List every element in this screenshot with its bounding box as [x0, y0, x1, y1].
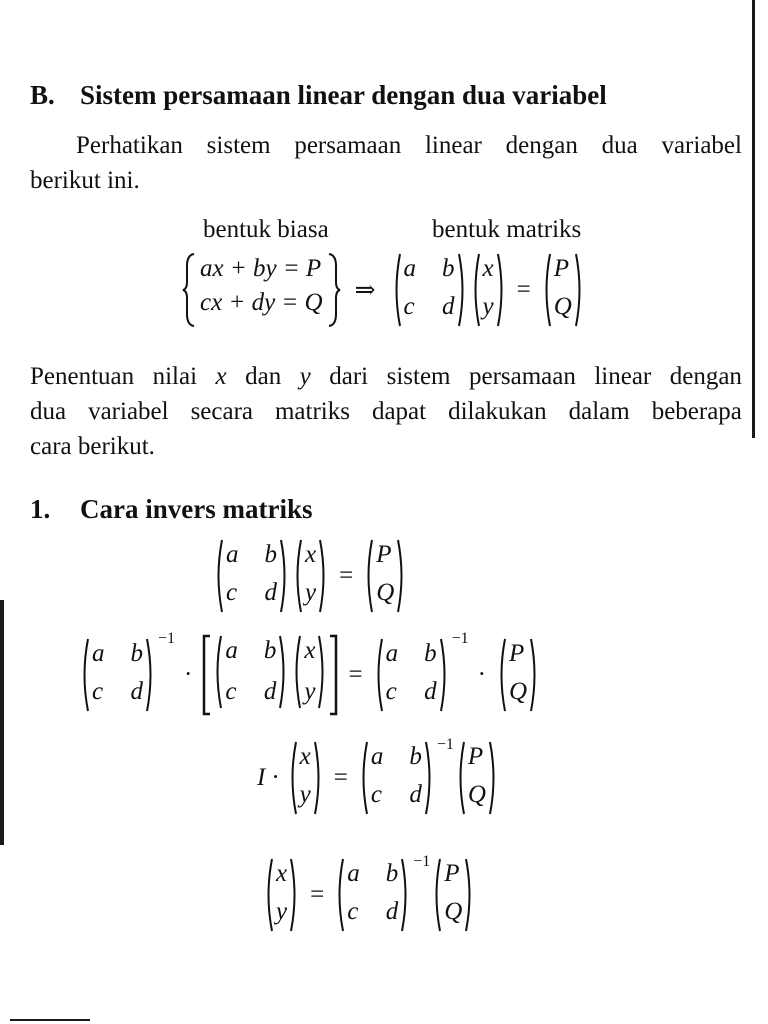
constant-vector — [431, 857, 475, 933]
matrix-entry: a — [385, 640, 399, 667]
right-brace-icon — [327, 252, 341, 328]
word: dalam — [568, 398, 630, 425]
right-paren-icon — [425, 740, 435, 816]
left-paren-icon — [363, 538, 373, 614]
constant-vector — [363, 538, 407, 614]
vector-entry: Q — [508, 678, 527, 705]
right-paren-icon — [440, 637, 450, 713]
equals-sign: = — [348, 661, 363, 688]
left-paren-icon — [263, 857, 273, 933]
vector-entry: x — [482, 255, 494, 282]
word: dan — [245, 363, 282, 390]
inverse-exponent: −1 — [451, 630, 469, 647]
intro-line-1 — [30, 128, 742, 163]
constant-vector — [455, 740, 499, 816]
step-1-equation — [212, 538, 408, 614]
equation-1: ax + by = P — [200, 255, 322, 282]
word: variabel — [661, 132, 742, 159]
method-paragraph — [30, 359, 742, 464]
left-paren-icon — [292, 538, 302, 614]
matrix-entry: b — [264, 541, 277, 568]
inverse-exponent: −1 — [158, 630, 176, 647]
right-paren-icon — [146, 637, 156, 713]
section-title: Sistem persamaan linear dengan dua variabel — [80, 80, 607, 110]
matrix-entry: a — [225, 637, 238, 664]
coefficient-matrix — [334, 857, 411, 933]
word: secara — [190, 398, 254, 425]
word: linear — [594, 363, 652, 390]
coefficient-matrix — [79, 637, 156, 713]
matrix-entry: a — [226, 541, 239, 568]
intro-paragraph — [30, 128, 742, 198]
matrix-entry: a — [370, 743, 384, 770]
variable-vector — [292, 538, 329, 614]
left-paren-icon — [431, 857, 441, 933]
equation-2: cx + dy = Q — [200, 289, 323, 316]
variable-x: x — [215, 363, 227, 390]
variable-vector — [470, 252, 507, 328]
left-paren-icon — [212, 634, 222, 710]
vector-entry: Q — [444, 898, 463, 925]
word: dapat — [371, 398, 427, 425]
left-paren-icon — [287, 740, 297, 816]
step-2-equation — [78, 630, 541, 716]
constant-vector — [496, 637, 540, 713]
vector-entry: P — [467, 743, 484, 770]
constant-vector — [541, 252, 585, 328]
matrix-entry: d — [424, 678, 437, 705]
right-paren-icon — [314, 740, 324, 816]
right-paren-icon — [465, 857, 475, 933]
method-line-3: cara berikut. — [30, 433, 155, 460]
equals-sign: = — [310, 881, 325, 908]
left-paren-icon — [79, 637, 89, 713]
vector-entry: y — [299, 781, 311, 808]
left-paren-icon — [455, 740, 465, 816]
matrix-entry: c — [347, 898, 359, 925]
left-margin-rule — [0, 600, 4, 845]
subsection-title: Cara invers matriks — [80, 494, 313, 524]
matrix-entry: d — [264, 579, 277, 606]
right-paren-icon — [318, 634, 328, 710]
dot-operator: · — [271, 764, 280, 791]
matrix-entry: b — [385, 860, 399, 887]
matrix-entry: a — [92, 640, 105, 667]
word: sistem — [386, 363, 451, 390]
matrix-entry: d — [263, 678, 277, 705]
variable-y: y — [299, 363, 311, 390]
bracketed-product — [201, 634, 339, 716]
coefficient-matrix — [212, 634, 289, 716]
intro-line-2: berikut ini. — [30, 167, 140, 194]
system-equation — [182, 252, 586, 328]
right-paren-icon — [290, 857, 300, 933]
word: dua — [30, 398, 67, 425]
word: nilai — [152, 363, 198, 390]
vector-entry: P — [444, 860, 460, 887]
equals-sign: = — [516, 276, 531, 303]
right-paren-icon — [497, 252, 507, 328]
word: persamaan — [468, 363, 576, 390]
left-paren-icon — [541, 252, 551, 328]
vector-entry: y — [276, 898, 288, 925]
vector-entry: y — [305, 579, 317, 606]
right-paren-icon — [575, 252, 585, 328]
vector-entry: x — [304, 637, 316, 664]
left-brace-icon — [182, 252, 196, 328]
subsection-heading — [30, 494, 312, 525]
matrix-entry: d — [130, 678, 143, 705]
left-paren-icon — [291, 634, 301, 710]
word: dari — [329, 363, 369, 390]
label-bentuk-biasa: bentuk biasa — [203, 216, 329, 243]
footnote-rule — [10, 1019, 90, 1021]
variable-vector — [291, 634, 328, 716]
word: matriks — [274, 398, 350, 425]
word: Penentuan — [30, 363, 135, 390]
right-paren-icon — [279, 634, 289, 710]
right-paren-icon — [319, 538, 329, 614]
matrix-entry: d — [385, 898, 399, 925]
step-4-equation — [262, 853, 476, 933]
vector-entry: x — [305, 541, 317, 568]
matrix-entry: a — [403, 255, 417, 282]
variable-vector — [263, 857, 300, 933]
right-square-bracket-icon — [329, 634, 339, 716]
matrix-entry: c — [226, 579, 238, 606]
dot-operator: · — [184, 661, 193, 688]
word: dengan — [505, 132, 578, 159]
matrix-entry: b — [130, 640, 143, 667]
word: dengan — [669, 363, 742, 390]
vector-entry: y — [482, 293, 494, 320]
left-paren-icon — [358, 740, 368, 816]
matrix-entry: c — [225, 678, 237, 705]
left-square-bracket-icon — [201, 634, 211, 716]
left-paren-icon — [391, 252, 401, 328]
system-rows — [196, 252, 327, 328]
matrix-entry: c — [403, 293, 415, 320]
word: beberapa — [651, 398, 742, 425]
matrix-entry: b — [409, 743, 422, 770]
matrix-entry: b — [424, 640, 437, 667]
vector-entry: x — [276, 860, 288, 887]
section-number: B. — [30, 80, 55, 110]
right-margin-rule — [752, 0, 755, 438]
coefficient-matrix — [373, 637, 450, 713]
word: dilakukan — [448, 398, 547, 425]
word: dua — [601, 132, 638, 159]
matrix-entry: c — [92, 678, 104, 705]
right-paren-icon — [458, 252, 468, 328]
label-bentuk-matriks: bentuk matriks — [432, 216, 582, 243]
vector-entry: Q — [553, 293, 572, 320]
method-line-1 — [30, 359, 742, 394]
variable-vector — [287, 740, 324, 816]
inverse-exponent: −1 — [436, 736, 454, 753]
vector-entry: P — [553, 255, 570, 282]
word: variabel — [88, 398, 169, 425]
right-paren-icon — [397, 538, 407, 614]
vector-entry: Q — [376, 579, 395, 606]
vector-entry: x — [299, 743, 311, 770]
inverse-exponent: −1 — [413, 853, 431, 870]
identity-matrix-symbol: I — [257, 764, 266, 791]
step-3-equation — [257, 736, 500, 816]
matrix-entry: a — [347, 860, 360, 887]
word: linear — [424, 132, 482, 159]
equals-sign: = — [333, 764, 348, 791]
word: sistem — [206, 132, 271, 159]
left-paren-icon — [470, 252, 480, 328]
matrix-entry: b — [263, 637, 277, 664]
vector-entry: P — [508, 640, 525, 667]
left-paren-icon — [213, 538, 223, 614]
matrix-entry: b — [442, 255, 455, 282]
vector-entry: Q — [467, 781, 486, 808]
coefficient-matrix — [213, 538, 290, 614]
implies-arrow: ⇒ — [354, 277, 376, 304]
dot-operator: · — [477, 661, 486, 688]
system-brace-group — [182, 252, 341, 328]
left-paren-icon — [373, 637, 383, 713]
equals-sign: = — [339, 562, 354, 589]
right-paren-icon — [280, 538, 290, 614]
vector-entry: P — [376, 541, 392, 568]
coefficient-matrix — [358, 740, 435, 816]
vector-entry: y — [304, 678, 316, 705]
right-paren-icon — [401, 857, 411, 933]
word: Perhatikan — [76, 132, 183, 159]
matrix-entry: c — [385, 678, 397, 705]
subsection-number: 1. — [30, 494, 51, 524]
word: persamaan — [294, 132, 402, 159]
matrix-entry: d — [409, 781, 422, 808]
coefficient-matrix — [391, 252, 468, 328]
left-paren-icon — [496, 637, 506, 713]
section-heading — [30, 80, 607, 111]
left-paren-icon — [334, 857, 344, 933]
matrix-entry: c — [370, 781, 382, 808]
right-paren-icon — [489, 740, 499, 816]
right-paren-icon — [530, 637, 540, 713]
matrix-entry: d — [442, 293, 455, 320]
method-line-2 — [30, 394, 742, 429]
